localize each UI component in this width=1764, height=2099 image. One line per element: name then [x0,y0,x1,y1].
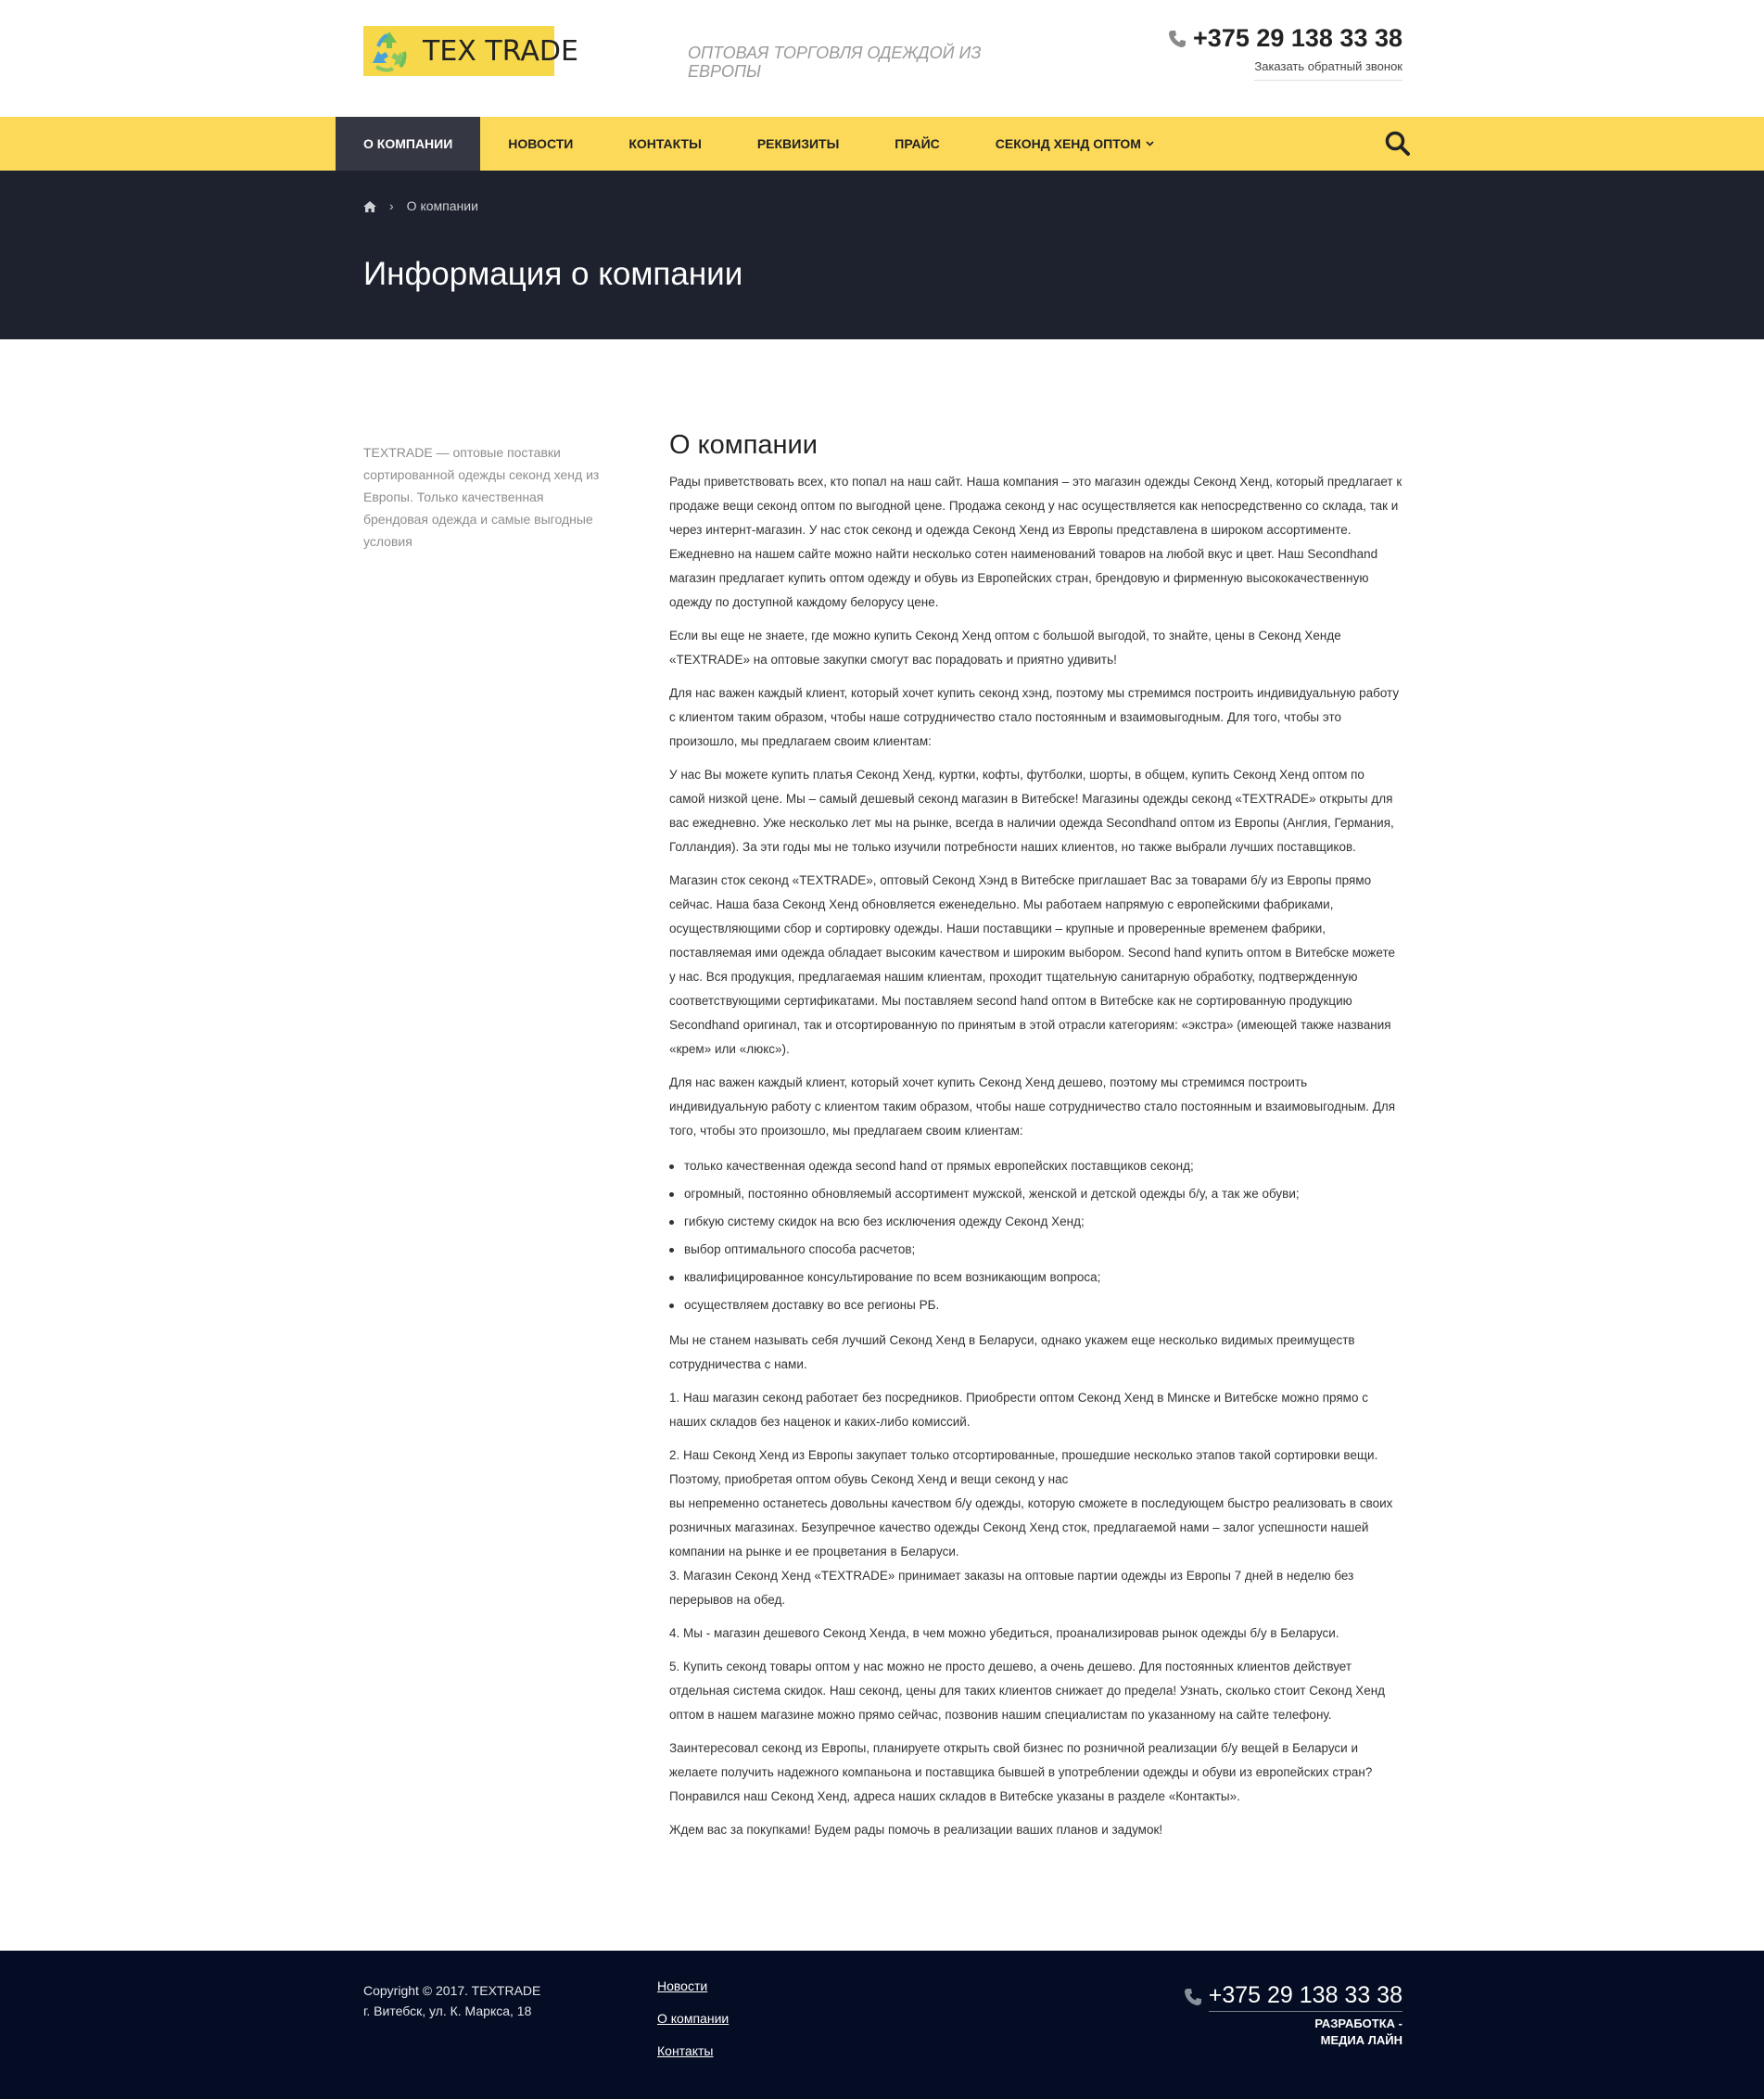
chevron-down-icon [1146,139,1154,149]
content-paragraph: 4. Мы - магазин дешевого Секонд Хенда, в чем можно убедиться, проанализировав рынок одежды б/у в Беларуси. [669,1626,1339,1640]
content-paragraph: 3. Магазин Секонд Хенд «TEXTRADE» принимает заказы на оптовые партии одежды из Европы 7 дней в неделю без перерывов на обед. [669,1569,1354,1607]
breadcrumb-current: О компании [406,198,478,213]
header-phone-number[interactable]: +375 29 138 33 38 [1193,24,1402,52]
copyright-text: Copyright © 2017. TEXTRADE [363,1983,541,1998]
content-paragraph: Если вы еще не знаете, где можно купить Секонд Хенд оптом с большой выгодой, то знайте, цены в Секонд Хенде «TEXTRADE» на оптовые закупки смогут вас порадовать и приятно удивить! [669,629,1341,667]
footer-phone[interactable] [1183,1982,1402,2012]
main-content [669,430,1403,1851]
content-paragraph: Мы не станем называть себя лучший Секонд Хенд в Беларуси, однако укажем еще несколько видимых преимуществ сотрудничества с нами. [669,1333,1355,1371]
nav-item-second-hand-label: СЕКОНД ХЕНД ОПТОМ [995,136,1141,151]
footer-phone-number[interactable]: +375 29 138 33 38 [1209,1982,1402,2012]
content-heading: О компании [669,430,818,460]
logo[interactable] [363,26,578,76]
list-item: огромный, постоянно обновляемый ассортимент мужской, женской и детской одежды б/у, а так же обуви; [669,1180,1403,1208]
site-footer [0,1951,1764,2099]
content-paragraph: 1. Наш магазин секонд работает без посредников. Приобрести оптом Секонд Хенд в Минске и Витебске можно прямо с наших складов без наценок и каких-либо комиссий. [669,1391,1368,1429]
list-item: квалифицированное консультирование по всем возникающим вопроса; [669,1264,1403,1291]
recycle-icon [363,26,415,76]
content-paragraph: Ждем вас за покупками! Будем рады помочь в реализации ваших планов и задумок! [669,1823,1163,1837]
breadcrumb-separator: › [389,198,394,213]
footer-copyright [363,1980,540,2021]
home-icon[interactable] [363,200,376,211]
content-paragraph: Для нас важен каждый клиент, который хочет купить секонд хэнд, поэтому мы стремимся построить индивидуальную работу с клиентом таким образом, чтобы наше сотрудничество стало постоянным и взаимовыгодным. Для того, чтобы это произошло, мы предлагаем своим клиентам: [669,686,1400,748]
main-nav [0,117,1764,171]
site-header [0,0,1764,117]
developer-credit[interactable] [1291,2016,1402,2049]
nav-item-price[interactable]: ПРАЙС [895,136,940,151]
footer-links [657,1978,729,2076]
phone-icon [1183,1987,1203,2007]
callback-link[interactable]: Заказать обратный звонок [1254,59,1402,81]
footer-link-news[interactable]: Новости [657,1978,708,1993]
nav-item-second-hand[interactable] [968,117,1182,171]
nav-item-requisites[interactable]: РЕКВИЗИТЫ [756,136,840,151]
footer-link-about[interactable]: О компании [657,2011,730,2026]
content-paragraph: Рады приветствовать всех, кто попал на наш сайт. Наша компания – это магазин одежды Секонд Хенд, который предлагает к продаже вещи секонд оптом по выгодной цене. Продажа секонд у нас осуществляется как непосредственно со склада, так и через интернт-магазин. У нас сток секонд и одежда Секонд Хенд из Европы представлена в широком ассортименте. Ежедневно на нашем сайте можно найти несколько сотен наименований товаров на любой вкус и цвет. Наш Secondhand магазин предлагает купить оптом одежду и обувь из Европейских стран, брендовую и фирменную высококачественную одежду по доступной каждому белорусу цене. [669,475,1402,609]
benefits-list [669,1152,1403,1319]
content-paragraph: 5. Купить секонд товары оптом у нас можно не просто дешево, а очень дешево. Для постоянных клиентов действует отдельная система скидок. Наш секонд, цены для таких клиентов снижает до предела! Узнать, сколько стоит Секонд Хенд оптом в нашем магазине можно прямо сейчас, позвонив нашим специалистам по указанному на сайте телефону. [669,1660,1386,1722]
content-paragraph: 2. Наш Секонд Хенд из Европы закупает только отсортированные, прошедшие несколько этапов такой сортировки вещи. Поэтому, приобретая оптом обувь Секонд Хенд и вещи секонд у нас [669,1448,1378,1486]
logo-text: TEX TRADE [423,34,578,68]
content-paragraph: Заинтересовал секонд из Европы, планируете открыть свой бизнес по розничной реализации б/у вещей в Беларуси и желаете получить надежного компаньона и поставщика бывшей в употреблении одежды и обуви из европейских стран? Понравился наш Секонд Хенд, адреса наших складов в Витебске указаны в разделе «Контакты». [669,1741,1373,1803]
developer-line-1: РАЗРАБОТКА - [1314,2016,1402,2030]
nav-item-news[interactable]: НОВОСТИ [508,136,574,151]
list-item: выбор оптимального способа расчетов; [669,1236,1403,1264]
developer-line-2: МЕДИА ЛАЙН [1320,2033,1402,2047]
content-paragraph: Магазин сток секонд «TEXTRADE», оптовый Секонд Хэнд в Витебске приглашает Вас за товарами б/у из Европы прямо сейчас. Наша база Секонд Хенд обновляется еженедельно. Мы работаем напрямую с европейскими фабриками, осуществляющими сбор и сортировку одежды. Наши поставщики – крупные и проверенные временем фабрики, поставляемая ими одежда обладает высоким качеством и широким выбором. Second hand купить оптом в Витебске можете у нас. Вся продукция, предлагаемая нашим клиентам, проходит тщательную санитарную обработку, подтвержденную соответствующими сертификатами. Мы поставляем second hand оптом в Витебске как не сортированную продукцию Secondhand оригинал, так и отсортированную по принятым в этой отрасли категориям: «экстра» (имеющей также названия «крем» или «люкс»). [669,873,1396,1056]
content-paragraph: У нас Вы можете купить платья Секонд Хенд, куртки, кофты, футболки, шорты, в общем, купить Секонд Хенд оптом по самой низкой цене. Мы – самый дешевый секонд магазин в Витебске! Магазины одежды секонд «TEXTRADE» открыты для вас ежедневно. Уже несколько лет мы на рынке, всегда в наличии одежда Secondhand оптом из Европы (Англия, Германия, Голландия). За эти годы мы не только изучили потребности наших клиентов, но также выбрали лучших поставщиков. [669,768,1394,854]
slogan: ОПТОВАЯ ТОРГОВЛЯ ОДЕЖДОЙ ИЗ ЕВРОПЫ [688,44,982,81]
content-paragraph: Для нас важен каждый клиент, который хочет купить Секонд Хенд дешево, поэтому мы стремимся построить индивидуальную работу с клиентом таким образом, чтобы наше сотрудничество стало постоянным и взаимовыгодным. Для того, чтобы это произошло, мы предлагаем своим клиентам: [669,1075,1396,1138]
header-phone[interactable] [1167,24,1402,53]
nav-item-contacts[interactable]: КОНТАКТЫ [628,136,702,151]
footer-link-contacts[interactable]: Контакты [657,2043,714,2058]
search-icon[interactable] [1384,130,1412,158]
nav-item-about[interactable]: О КОМПАНИИ [336,117,480,171]
page-hero [0,171,1764,339]
phone-icon [1167,29,1187,49]
list-item: только качественная одежда second hand от прямых европейских поставщиков секонд; [669,1152,1403,1180]
content-paragraph: вы непременно останетесь довольны качеством б/у одежды, которую сможете в последующем быстро реализовать в своих розничных магазинах. Безупречное качество одежды Секонд Хенд сток, предлагаемой нами – залог успешности нашей компании на рынке и ее процветания в Беларуси. [669,1496,1393,1558]
footer-address: г. Витебск, ул. К. Маркса, 18 [363,2004,532,2018]
list-item: осуществляем доставку во все регионы РБ. [669,1291,1403,1319]
breadcrumb [363,198,478,213]
list-item: гибкую систему скидок на всю без исключения одежду Секонд Хенд; [669,1208,1403,1236]
sidebar-description: TEXTRADE — оптовые поставки сортированной одежды секонд хенд из Европы. Только качественная брендовая одежда и самые выгодные условия [363,445,600,549]
page-title: Информация о компании [363,256,743,292]
